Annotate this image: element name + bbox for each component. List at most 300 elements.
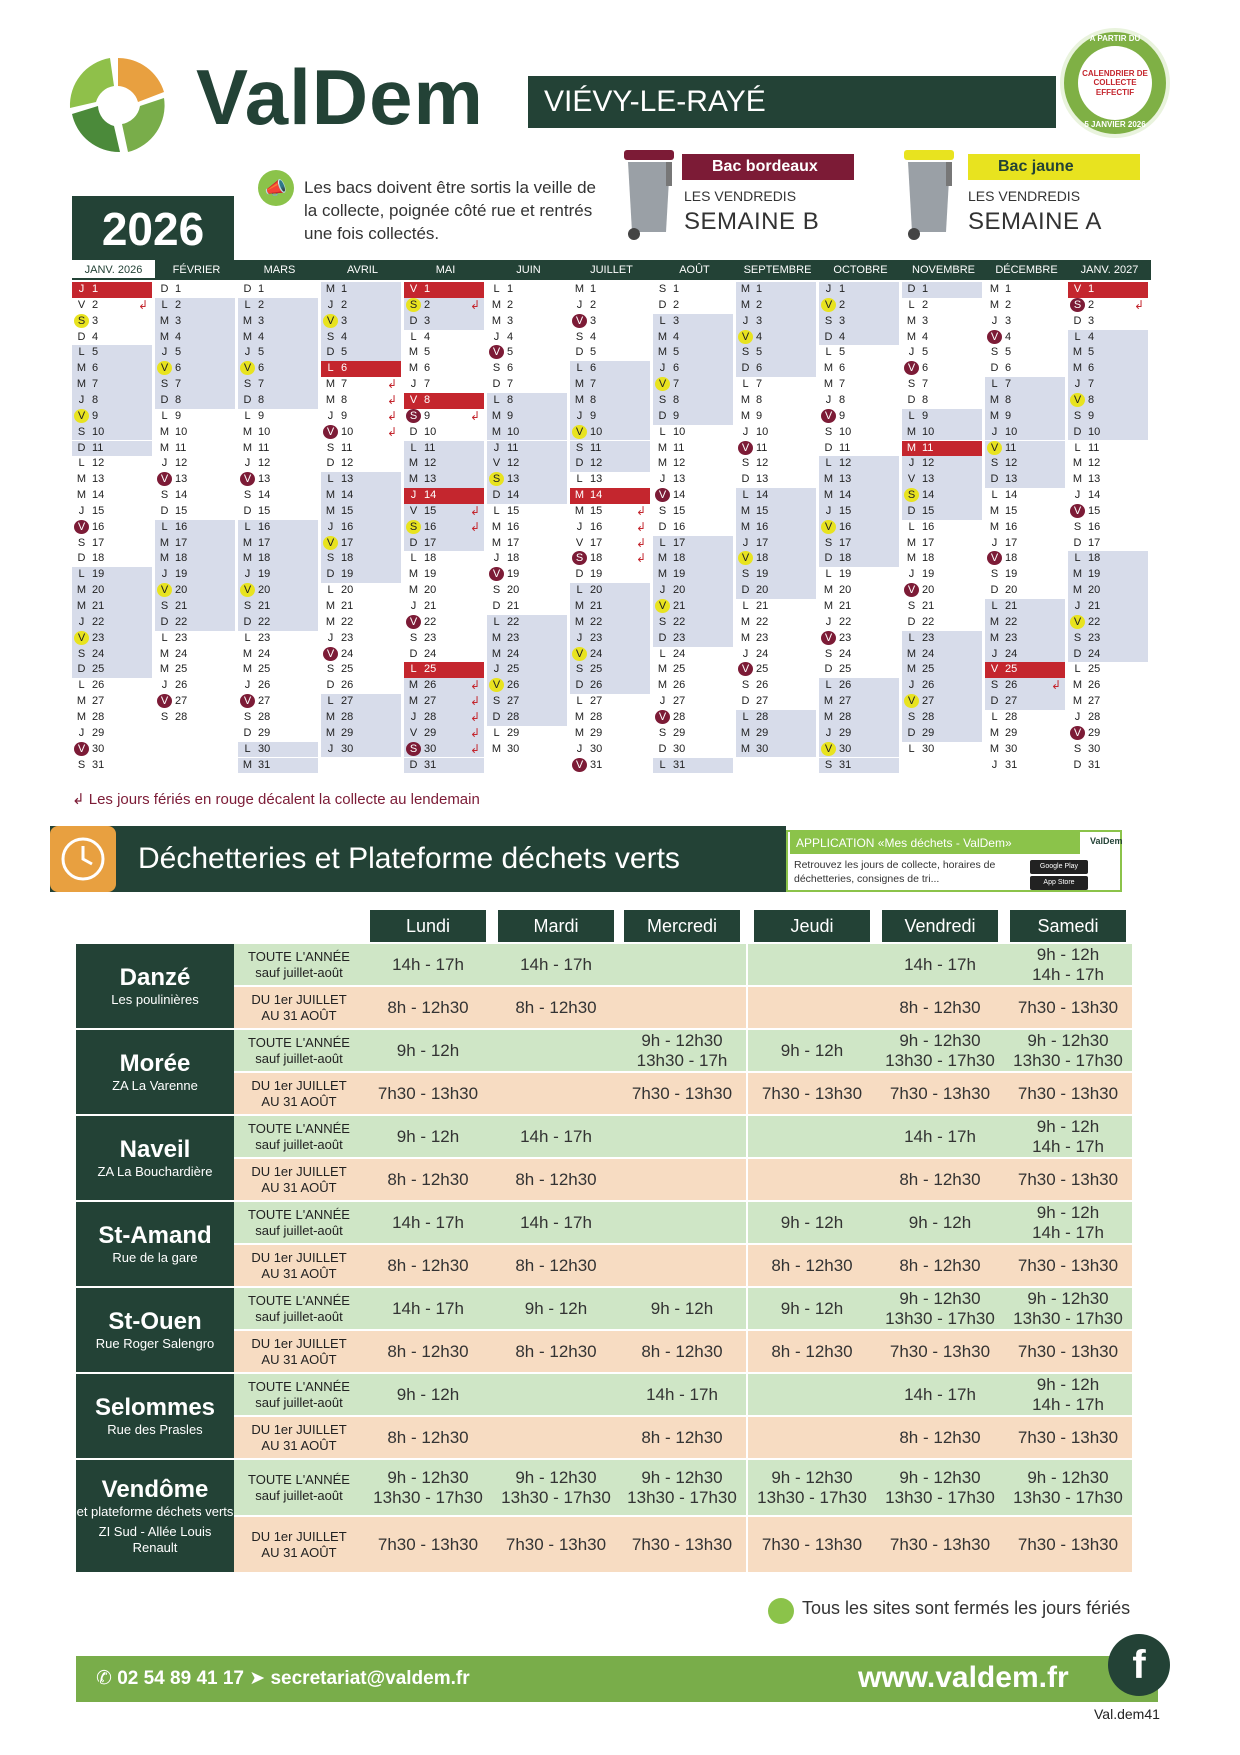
- weekday-letter: D: [326, 679, 335, 692]
- day-number: 16: [341, 520, 354, 533]
- hours-cell: [492, 1030, 620, 1071]
- weekday-letter: M: [159, 330, 170, 343]
- closed-holidays-note: Tous les sites sont fermés les jours fériés: [802, 1598, 1131, 1618]
- weekday-letter: V: [409, 283, 418, 295]
- day-number: 5: [756, 346, 763, 359]
- weekday-letter: L: [825, 679, 832, 692]
- weekday-letter: D: [77, 330, 86, 343]
- day-number: 1: [673, 283, 680, 295]
- month-header: JANV. 2027: [1068, 260, 1151, 280]
- weekday-letter: J: [991, 425, 998, 438]
- weekday-letter: V: [655, 710, 670, 724]
- day-number: 26: [424, 679, 437, 692]
- weekday-letter: V: [492, 457, 501, 470]
- day-number: 6: [341, 362, 348, 375]
- day-number: 12: [507, 457, 520, 470]
- stamp-bottom-text: 5 JANVIER 2026: [1084, 120, 1146, 129]
- weekday-letter: J: [991, 758, 998, 771]
- weekday-letter: D: [77, 552, 86, 565]
- day-number: 13: [590, 473, 603, 486]
- weekday-letter: L: [576, 362, 583, 375]
- day-number: 11: [175, 441, 187, 454]
- day-number: 16: [92, 520, 105, 533]
- day-number: 16: [175, 520, 188, 533]
- weekday-letter: M: [491, 536, 502, 549]
- weekday-letter: S: [1073, 631, 1082, 644]
- day-number: 20: [673, 584, 686, 597]
- weekday-letter: L: [493, 726, 500, 739]
- google-play-badge[interactable]: Google Play: [1030, 860, 1088, 874]
- weekday-letter: L: [659, 647, 666, 660]
- hours-line: 8h - 12h30: [899, 997, 981, 1017]
- day-number: 18: [590, 552, 603, 565]
- weekday-letter: S: [406, 520, 421, 534]
- day-number: 19: [92, 568, 105, 581]
- day-number: 19: [341, 568, 354, 581]
- day-number: 22: [1005, 615, 1018, 628]
- hours-cell: [1004, 1517, 1132, 1572]
- holiday-footnote-text: Les jours fériés en rouge décalent la collecte au lendemain: [88, 791, 480, 808]
- day-number: 23: [673, 631, 686, 644]
- weekday-letter: V: [821, 520, 836, 534]
- weekday-letter: J: [908, 346, 915, 359]
- weekday-letter: M: [906, 536, 917, 549]
- weekday-letter: D: [907, 504, 916, 517]
- day-number: 5: [1088, 346, 1095, 359]
- weekday-letter: S: [990, 346, 999, 359]
- weekday-letter: M: [740, 520, 751, 533]
- day-number: 27: [175, 695, 188, 708]
- weekday-letter: V: [74, 520, 89, 534]
- day-number: 29: [341, 726, 354, 739]
- hours-line: 14h - 17h: [1032, 1222, 1104, 1242]
- period-label: [234, 1245, 364, 1286]
- day-number: 26: [175, 679, 188, 692]
- day-number: 6: [673, 362, 680, 375]
- hours-cell: [492, 1374, 620, 1415]
- period-line: AU 31 AOÛT: [261, 1265, 337, 1281]
- day-number: 13: [756, 473, 769, 486]
- weekday-letter: M: [1072, 584, 1083, 597]
- weekday-letter: M: [740, 298, 751, 311]
- day-number: 16: [922, 520, 935, 533]
- weekday-letter: M: [1072, 457, 1083, 470]
- period-line: TOUTE L'ANNÉE: [248, 1034, 350, 1050]
- day-number: 4: [424, 330, 431, 343]
- hours-cell: [876, 1331, 1004, 1372]
- shift-arrow-icon: ↲: [635, 551, 646, 566]
- day-number: 13: [341, 473, 354, 486]
- facebook-icon[interactable]: f: [1108, 1634, 1170, 1696]
- day-column-header: Vendredi: [882, 910, 998, 942]
- hours-cell: [748, 1202, 876, 1243]
- day-number: 10: [673, 425, 686, 438]
- weekday-letter: M: [242, 441, 253, 454]
- hours-cell: [748, 1116, 876, 1157]
- weekday-letter: M: [657, 552, 668, 565]
- hours-cell: [876, 1460, 1004, 1515]
- weekday-letter: V: [738, 551, 753, 565]
- day-number: 10: [590, 425, 603, 438]
- day-number: 24: [922, 647, 935, 660]
- period-label: [234, 1374, 364, 1415]
- weekday-letter: M: [408, 346, 419, 359]
- day-number: 4: [839, 330, 846, 343]
- hours-line: 7h30 - 13h30: [1017, 1169, 1119, 1189]
- hours-cell: [748, 944, 876, 985]
- day-number: 20: [1088, 584, 1101, 597]
- period-label: [234, 944, 364, 985]
- weekday-letter: D: [326, 346, 335, 359]
- weekday-letter: S: [1073, 520, 1082, 533]
- weekday-letter: M: [989, 393, 1000, 406]
- day-number: 6: [424, 362, 431, 375]
- weekday-letter: J: [78, 393, 85, 406]
- hours-cell: [876, 1116, 1004, 1157]
- shift-arrow-icon: ↲: [469, 678, 480, 693]
- day-number: 11: [922, 441, 934, 454]
- day-number: 3: [590, 314, 597, 327]
- weekday-letter: M: [740, 631, 751, 644]
- weekday-letter: V: [323, 314, 338, 328]
- hours-line: 8h - 12h30: [771, 1255, 853, 1275]
- day-number: 5: [507, 346, 514, 359]
- day-number: 18: [839, 552, 852, 565]
- weekday-letter: S: [658, 726, 667, 739]
- weekday-letter: D: [824, 552, 833, 565]
- hours-cell: [1004, 1331, 1132, 1372]
- weekday-letter: J: [327, 742, 334, 755]
- weekday-letter: J: [244, 568, 251, 581]
- hours-line: 9h - 12h30: [899, 1288, 981, 1308]
- weekday-letter: L: [659, 425, 666, 438]
- weekday-letter: S: [575, 441, 584, 454]
- hours-line: 7h30 - 13h30: [1017, 1534, 1119, 1554]
- hours-cell: [618, 1374, 746, 1415]
- period-line: DU 1er JUILLET: [251, 1163, 347, 1179]
- weekday-letter: V: [1070, 726, 1085, 740]
- weekday-letter: D: [824, 441, 833, 454]
- day-number: 14: [424, 489, 437, 502]
- day-number: 17: [756, 536, 769, 549]
- day-number: 23: [1005, 631, 1018, 644]
- day-number: 11: [590, 441, 602, 454]
- day-number: 11: [756, 441, 768, 454]
- hours-cell: [364, 1417, 492, 1458]
- weekday-letter: M: [491, 647, 502, 660]
- period-label: [234, 1116, 364, 1157]
- day-number: 24: [590, 647, 603, 660]
- weekday-letter: M: [491, 631, 502, 644]
- day-number: 31: [590, 758, 603, 771]
- period-line: AU 31 AOÛT: [261, 1544, 337, 1560]
- hours-line: 9h - 12h: [396, 1384, 460, 1404]
- day-number: 1: [839, 283, 846, 295]
- day-number: 18: [507, 552, 520, 565]
- hours-line: 8h - 12h30: [387, 1427, 469, 1447]
- day-number: 21: [1005, 600, 1018, 612]
- day-number: 21: [673, 600, 686, 612]
- weekday-letter: D: [409, 425, 418, 438]
- day-number: 30: [341, 742, 354, 755]
- day-number: 28: [1088, 710, 1101, 723]
- day-number: 13: [1005, 473, 1018, 486]
- day-number: 22: [922, 615, 935, 628]
- hours-cell: [876, 944, 1004, 985]
- weekday-letter: D: [990, 362, 999, 375]
- weekday-letter: J: [161, 346, 168, 359]
- weekday-letter: L: [659, 758, 666, 771]
- weekday-letter: M: [408, 362, 419, 375]
- weekday-letter: J: [991, 536, 998, 549]
- website-link[interactable]: www.valdem.fr: [858, 1661, 1069, 1694]
- weekday-letter: V: [240, 361, 255, 375]
- weekday-letter: M: [1072, 695, 1083, 708]
- day-number: 6: [922, 362, 929, 375]
- hours-cell: [748, 1159, 876, 1200]
- day-number: 24: [756, 647, 769, 660]
- day-number: 25: [756, 663, 769, 676]
- hours-line: 7h30 - 13h30: [631, 1083, 733, 1103]
- hours-cell: [492, 1159, 620, 1200]
- hours-line: 14h - 17h: [392, 1212, 464, 1232]
- weekday-letter: L: [991, 710, 998, 723]
- weekday-letter: D: [990, 584, 999, 597]
- period-line: TOUTE L'ANNÉE: [248, 1471, 350, 1487]
- weekday-letter: S: [160, 489, 169, 502]
- weekday-letter: M: [491, 298, 502, 311]
- day-number: 9: [673, 409, 680, 422]
- hours-cell: [748, 1460, 876, 1515]
- weekday-letter: M: [491, 425, 502, 438]
- weekday-letter: S: [575, 663, 584, 676]
- hours-line: 9h - 12h30: [515, 1467, 597, 1487]
- day-number: 22: [839, 615, 852, 628]
- weekday-letter: M: [574, 283, 585, 295]
- day-number: 13: [424, 473, 437, 486]
- bordeaux-bin-day: LES VENDREDIS: [684, 188, 797, 204]
- day-number: 26: [258, 679, 271, 692]
- weekday-letter: L: [493, 504, 500, 517]
- weekday-letter: D: [160, 393, 169, 406]
- day-number: 26: [341, 679, 354, 692]
- month-header: DÉCEMBRE: [985, 260, 1068, 280]
- day-number: 25: [175, 663, 188, 676]
- weekday-letter: L: [493, 283, 500, 295]
- day-number: 2: [424, 298, 431, 311]
- day-number: 23: [590, 631, 603, 644]
- hours-cell: [876, 1374, 1004, 1415]
- hours-line: 13h30 - 17h30: [627, 1487, 737, 1507]
- hours-cell: [364, 1245, 492, 1286]
- hours-line: 8h - 12h30: [515, 1341, 597, 1361]
- day-number: 1: [590, 283, 597, 295]
- weekday-letter: V: [240, 694, 255, 708]
- hours-line: 13h30 - 17h30: [885, 1308, 995, 1328]
- day-number: 2: [839, 298, 846, 311]
- day-number: 15: [258, 504, 271, 517]
- day-number: 14: [1005, 489, 1018, 502]
- day-number: 24: [424, 647, 437, 660]
- weekday-letter: M: [76, 362, 87, 375]
- period-label: [234, 987, 364, 1028]
- day-number: 7: [673, 378, 680, 391]
- hours-cell: [364, 1116, 492, 1157]
- weekday-letter: L: [78, 457, 85, 470]
- day-number: 25: [673, 663, 686, 676]
- bin-instructions: Les bacs doivent être sortis la veille de la collecte, poignée côté rue et rentrés une fois collectés.: [304, 178, 596, 243]
- weekday-letter: S: [406, 409, 421, 423]
- hours-cell: [364, 1030, 492, 1071]
- weekday-letter: D: [1073, 647, 1082, 660]
- weekday-letter: D: [409, 536, 418, 549]
- site-address: Les poulinières: [111, 992, 199, 1007]
- day-number: 10: [756, 425, 769, 438]
- weekday-letter: J: [659, 473, 666, 486]
- day-number: 15: [507, 504, 520, 517]
- weekday-letter: J: [410, 600, 417, 612]
- weekday-letter: J: [327, 298, 334, 311]
- weekday-letter: S: [907, 600, 916, 612]
- day-number: 22: [507, 615, 520, 628]
- weekday-letter: V: [572, 758, 587, 772]
- day-number: 20: [258, 584, 271, 597]
- bordeaux-bin-week: SEMAINE B: [684, 208, 820, 235]
- hours-line: 14h - 17h: [646, 1384, 718, 1404]
- day-number: 21: [507, 600, 520, 612]
- day-number: 20: [424, 584, 437, 597]
- weekday-letter: J: [410, 710, 417, 723]
- weekday-letter: S: [160, 710, 169, 723]
- period-line: TOUTE L'ANNÉE: [248, 948, 350, 964]
- day-number: 21: [175, 600, 188, 612]
- day-number: 1: [341, 283, 348, 295]
- day-number: 28: [424, 710, 437, 723]
- weekday-letter: L: [244, 409, 251, 422]
- weekday-letter: M: [1072, 346, 1083, 359]
- weekday-letter: D: [409, 758, 418, 771]
- day-number: 13: [92, 473, 105, 486]
- day-number: 7: [1088, 378, 1095, 391]
- weekday-letter: M: [823, 600, 834, 612]
- weekday-letter: V: [987, 441, 1002, 455]
- day-number: 13: [922, 473, 935, 486]
- hours-line: 9h - 12h30: [1027, 1467, 1109, 1487]
- hours-line: 8h - 12h30: [515, 1169, 597, 1189]
- hours-cell: [748, 1374, 876, 1415]
- hours-cell: [1004, 987, 1132, 1028]
- weekday-letter: D: [658, 520, 667, 533]
- day-number: 30: [590, 742, 603, 755]
- site-address: et plateforme déchets verts: [76, 1504, 234, 1519]
- hours-line: 8h - 12h30: [899, 1255, 981, 1275]
- weekday-letter: V: [157, 583, 172, 597]
- app-store-badge[interactable]: App Store: [1030, 876, 1088, 890]
- weekday-letter: M: [740, 615, 751, 628]
- weekday-letter: S: [326, 441, 335, 454]
- hours-cell: [748, 1288, 876, 1329]
- hours-cell: [876, 1073, 1004, 1114]
- weekday-letter: J: [410, 489, 417, 502]
- weekday-letter: S: [658, 283, 667, 295]
- day-number: 24: [673, 647, 686, 660]
- hours-cell: [618, 1460, 746, 1515]
- day-number: 8: [92, 393, 99, 406]
- hours-line: 9h - 12h: [650, 1298, 714, 1318]
- hours-cell: [492, 1073, 620, 1114]
- period-label: [234, 1331, 364, 1372]
- site-name: Naveil: [119, 1136, 191, 1163]
- day-number: 12: [839, 457, 852, 470]
- weekday-letter: D: [824, 330, 833, 343]
- bordeaux-bin-label: Bac bordeaux: [682, 154, 854, 180]
- hours-line: 7h30 - 13h30: [761, 1534, 863, 1554]
- hours-line: 14h - 17h: [392, 1298, 464, 1318]
- day-number: 5: [590, 346, 597, 359]
- weekday-letter: M: [242, 536, 253, 549]
- day-number: 2: [175, 298, 182, 311]
- email-address[interactable]: secretariat@valdem.fr: [270, 1668, 470, 1689]
- day-number: 5: [839, 346, 846, 359]
- weekday-letter: V: [1073, 283, 1082, 295]
- shift-arrow-icon: ↲: [469, 408, 480, 423]
- day-number: 20: [92, 584, 105, 597]
- day-number: 12: [92, 457, 105, 470]
- day-number: 29: [258, 726, 271, 739]
- weekday-letter: L: [1074, 552, 1081, 565]
- site-label: [76, 1202, 234, 1286]
- hours-line: 9h - 12h30: [1027, 1288, 1109, 1308]
- day-number: 24: [175, 647, 188, 660]
- weekday-letter: M: [76, 600, 87, 612]
- day-number: 18: [175, 552, 188, 565]
- site-label: [76, 1374, 234, 1458]
- hours-line: 8h - 12h30: [771, 1341, 853, 1361]
- day-number: 9: [341, 409, 348, 422]
- shift-arrow-icon: ↲: [1133, 297, 1144, 312]
- hours-line: 13h30 - 17h30: [1013, 1487, 1123, 1507]
- weekday-letter: M: [325, 726, 336, 739]
- period-line: AU 31 AOÛT: [261, 1007, 337, 1023]
- period-line: TOUTE L'ANNÉE: [248, 1206, 350, 1222]
- hours-line: 9h - 12h: [396, 1126, 460, 1146]
- weekday-letter: L: [78, 568, 85, 581]
- hours-line: 13h30 - 17h30: [757, 1487, 867, 1507]
- day-number: 22: [175, 615, 188, 628]
- day-number: 6: [1005, 362, 1012, 375]
- phone-number[interactable]: 02 54 89 41 17: [117, 1668, 244, 1689]
- weekday-letter: D: [824, 663, 833, 676]
- weekday-letter: M: [325, 504, 336, 517]
- day-number: 5: [341, 346, 348, 359]
- day-number: 20: [507, 584, 520, 597]
- day-number: 24: [1088, 647, 1101, 660]
- weekday-letter: J: [78, 615, 85, 628]
- hours-line: 8h - 12h30: [387, 997, 469, 1017]
- weekday-letter: M: [325, 710, 336, 723]
- hours-cell: [1004, 1202, 1132, 1243]
- hours-cell: [876, 1159, 1004, 1200]
- weekday-letter: M: [491, 314, 502, 327]
- weekday-letter: S: [74, 314, 89, 328]
- day-number: 10: [92, 425, 105, 438]
- weekday-letter: D: [326, 568, 335, 581]
- period-line: sauf juillet-août: [255, 1136, 343, 1152]
- day-number: 28: [258, 710, 271, 723]
- shift-arrow-icon: ↲: [386, 408, 397, 423]
- weekday-letter: M: [159, 663, 170, 676]
- day-number: 7: [1005, 378, 1012, 391]
